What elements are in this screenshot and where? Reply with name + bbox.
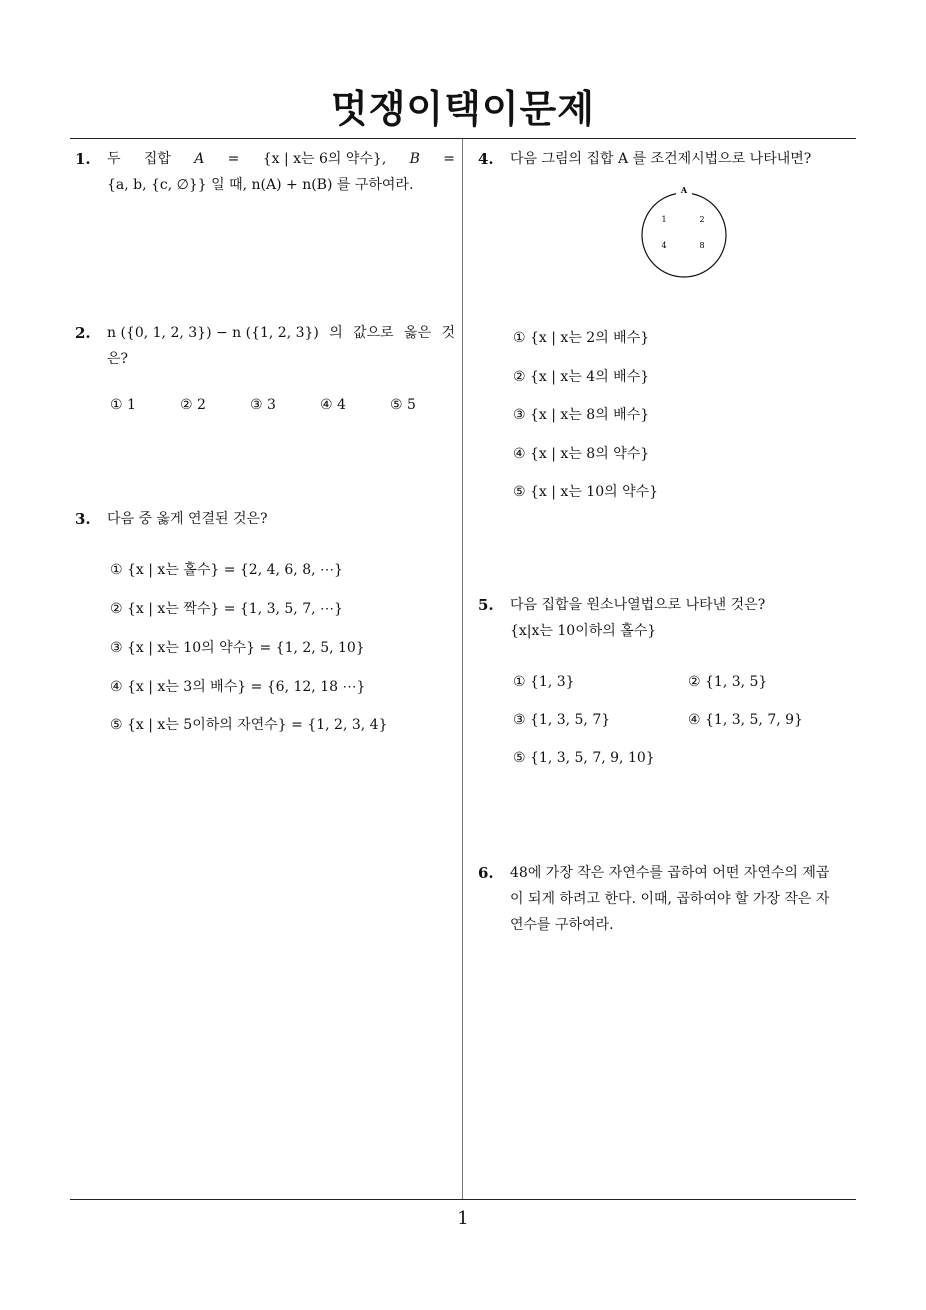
choice-3[interactable]: ③ 3 — [250, 397, 276, 413]
question-text: 다음 중 옳게 연결된 것은? — [107, 511, 268, 527]
choice-2[interactable]: ② 2 — [180, 397, 206, 413]
text-token: 것 — [441, 325, 455, 341]
question-text — [510, 860, 858, 938]
page-title: 멋쟁이택이문제 — [331, 87, 595, 131]
choice-5[interactable]: ⑤ {1, 3, 5, 7, 9, 10} — [513, 750, 655, 766]
question-text — [510, 592, 858, 644]
question-text — [107, 320, 455, 372]
bottom-rule — [70, 1199, 856, 1200]
choice-3[interactable]: ③ {x | x는 10의 약수} = {1, 2, 5, 10} — [110, 640, 365, 656]
question-number: 5. — [478, 596, 494, 614]
text-token: {x | x는 6의 약수}, — [262, 151, 387, 167]
question-6 — [478, 860, 858, 938]
choice-1[interactable]: ① 1 — [110, 397, 136, 413]
choice-4[interactable]: ④ {1, 3, 5, 7, 9} — [688, 712, 803, 728]
question-number: 1. — [75, 150, 91, 168]
choice-1[interactable]: ① {x | x는 홀수} = {2, 4, 6, 8, ⋯} — [110, 562, 343, 578]
choice-4[interactable]: ④ 4 — [320, 397, 346, 413]
question-line — [107, 146, 455, 172]
question-text: 다음 그림의 집합 A 를 조건제시법으로 나타내면? — [510, 151, 812, 167]
choice-2[interactable]: ② {x | x는 4의 배수} — [513, 369, 650, 385]
venn-element: 4 — [661, 241, 667, 250]
venn-diagram — [638, 186, 730, 280]
text-token: 의 — [329, 325, 343, 341]
top-rule — [70, 138, 856, 139]
choice-4[interactable]: ④ {x | x는 3의 배수} = {6, 12, 18 ⋯} — [110, 679, 366, 695]
question-number: 2. — [75, 324, 91, 342]
text-token: A — [194, 151, 205, 167]
question-line: {a, b, {c, ∅}} 일 때, n(A) + n(B) 를 구하여라. — [107, 177, 414, 193]
question-text — [107, 146, 455, 198]
set-circle — [642, 193, 726, 277]
column-divider — [462, 139, 463, 1199]
text-token: 집합 — [143, 151, 171, 167]
choice-5[interactable]: ⑤ {x | x는 5이하의 자연수} = {1, 2, 3, 4} — [110, 717, 388, 733]
question-number: 4. — [478, 150, 494, 168]
venn-element: 1 — [661, 215, 667, 224]
question-3 — [75, 506, 455, 532]
question-line — [107, 320, 455, 346]
choice-2[interactable]: ② {x | x는 짝수} = {1, 3, 5, 7, ⋯} — [110, 601, 343, 617]
venn-element: 2 — [699, 215, 705, 224]
question-line: 이 되게 하려고 한다. 이때, 곱하여야 할 가장 작은 자 — [510, 891, 830, 907]
question-4 — [478, 146, 858, 172]
choice-4[interactable]: ④ {x | x는 8의 약수} — [513, 446, 650, 462]
text-token: B — [409, 151, 420, 167]
choice-3[interactable]: ③ {x | x는 8의 배수} — [513, 407, 650, 423]
set-label: A — [680, 186, 688, 195]
choice-1[interactable]: ① {1, 3} — [513, 674, 575, 690]
choice-1[interactable]: ① {x | x는 2의 배수} — [513, 330, 650, 346]
question-number: 6. — [478, 864, 494, 882]
text-token: 값으로 — [353, 325, 394, 341]
question-number: 3. — [75, 510, 91, 528]
choice-3[interactable]: ③ {1, 3, 5, 7} — [513, 712, 611, 728]
text-token: = — [227, 151, 240, 167]
page-number: 1 — [457, 1208, 469, 1229]
text-token: n ({0, 1, 2, 3}) − n ({1, 2, 3}) — [107, 325, 319, 341]
question-5 — [478, 592, 858, 644]
choice-5[interactable]: ⑤ 5 — [390, 397, 416, 413]
question-2 — [75, 320, 455, 372]
venn-element: 8 — [699, 241, 705, 250]
text-token: 두 — [107, 151, 121, 167]
text-token: 옳은 — [404, 325, 432, 341]
question-line: 연수를 구하여라. — [510, 917, 614, 933]
text-token: = — [443, 151, 455, 167]
question-line: 은? — [107, 351, 129, 367]
question-1 — [75, 146, 455, 198]
question-line: 48에 가장 작은 자연수를 곱하여 어떤 자연수의 제곱 — [510, 865, 830, 881]
set-expression: {x|x는 10이하의 홀수} — [510, 623, 657, 639]
question-line: 다음 집합을 원소나열법으로 나타낸 것은? — [510, 597, 766, 613]
choice-2[interactable]: ② {1, 3, 5} — [688, 674, 768, 690]
choice-5[interactable]: ⑤ {x | x는 10의 약수} — [513, 484, 659, 500]
